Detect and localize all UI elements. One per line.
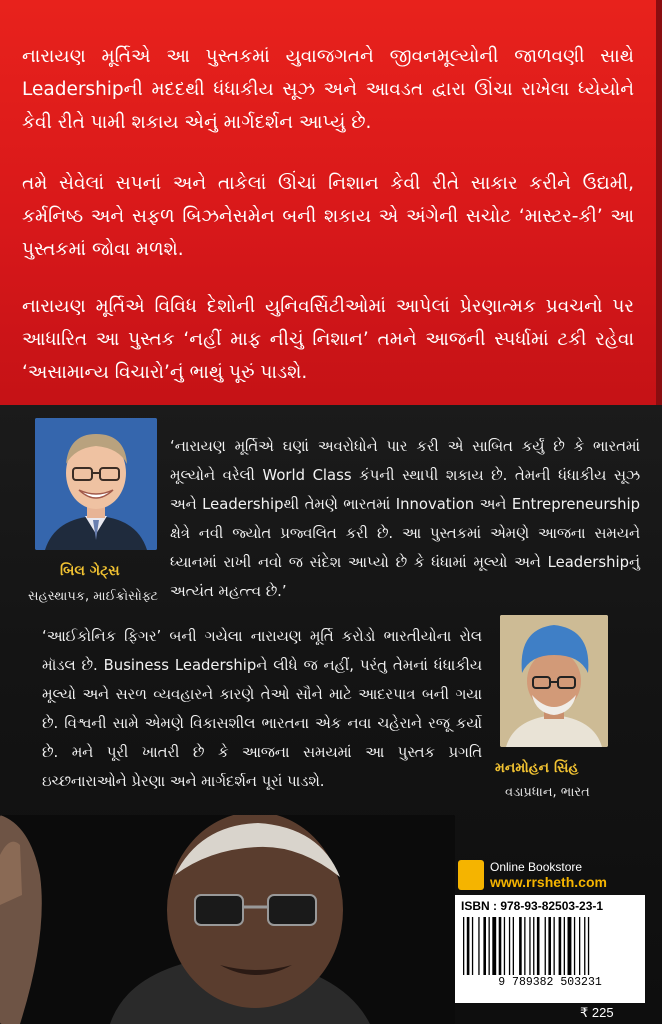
barcode-bar <box>554 917 555 975</box>
manmohan-singh-photo <box>500 615 608 747</box>
price-label: ₹ 225 <box>580 1005 614 1020</box>
barcode-bar <box>524 917 525 975</box>
testimonial-2-role: વડાપ્રધાન, ભારત <box>505 785 590 800</box>
barcode-panel <box>455 895 645 1003</box>
bookstore-logo-icon <box>458 860 484 890</box>
testimonial-2-name: મનમોહન સિંહ <box>495 760 579 776</box>
barcode-number: 9 789382 503231 <box>498 976 602 989</box>
barcode-bar <box>579 917 580 975</box>
portrait-illustration <box>35 418 157 550</box>
barcode-bar <box>489 917 490 975</box>
bill-gates-photo <box>35 418 157 550</box>
blurb-paragraph-2: તમે સેવેલાં સપનાં અને તાકેલાં ઊંચાં નિશાન કેવી રીતે સાકાર કરીને ઉદ્યમી, કર્મનિષ્ઠ અને સફળ બિઝનેસમેન બની શકાય એ અંગેની સચોટ ‘માસ્ટર-કી’ આ પુસ્તકમાં જોવા મળશે. <box>22 173 634 260</box>
barcode-bar <box>537 917 540 975</box>
bookstore-name: Online Bookstore <box>490 860 583 874</box>
isbn-label: ISBN : 978-93-82503-23-1 <box>461 899 604 913</box>
bookstore-url[interactable]: www.rrsheth.com <box>490 874 607 890</box>
blurb-paragraph-3: નારાયણ મૂર્તિએ વિવિધ દેશોની યુનિવર્સિટીઓમાં આપેલાં પ્રેરણાત્મક પ્રવચનો પર આધારિત આ પુસ્તક ‘નહીં માફ નીચું નિશાન’ તમને આજની સ્પર્ધામાં ટકી રહેવા ‘અસામાન્ય વિચારો’નું ભાથું પૂરું પાડશે. <box>22 296 634 383</box>
barcode-bar <box>588 917 589 975</box>
barcode-icon <box>461 917 639 975</box>
portrait-illustration <box>0 815 455 1024</box>
barcode-bar <box>478 917 479 975</box>
barcode-bar <box>513 917 514 975</box>
barcode-bar <box>499 917 502 975</box>
red-blurb-section <box>0 0 662 405</box>
barcode-bar <box>548 917 551 975</box>
testimonial-1-name: બિલ ગેટ્સ <box>60 563 120 579</box>
portrait-illustration <box>500 615 608 747</box>
barcode-bar <box>519 917 522 975</box>
blurb-paragraph-1: નારાયણ મૂર્તિએ આ પુસ્તકમાં યુવાજગતને જીવનમૂલ્યોની જાળવણી સાથે Leadershipની મદદથી ધંધાકીય સૂઝ અને આવડત દ્વારા ઊંચા રાખેલા ધ્યેયોને કેવી રીતે પામી શકાય એનું માર્ગદર્શન આપ્યું છે. <box>22 46 634 133</box>
testimonial-1-quote: ‘નારાયણ મૂર્તિએ ઘણાં અવરોધોને પાર કરી એ સાબિત કર્યું છે કે ભારતમાં મૂલ્યોને વરેલી World Class કંપની સ્થાપી શકાય છે. તેમની ધંધાકીય સૂઝ અને Leadershipથી તેમણે ભારતમાં Innovation અને Entrepreneurship ક્ષેત્રે નવી જ્યોત પ્રજ્વલિત કરી છે. આ પુસ્તકમાં એમણે આજના સમયને ધ્યાનમાં રાખી નવો જ સંદેશ આપ્યો છે કે ધંધામાં મૂલ્યો અને Leadershipનું અત્યંત મહત્ત્વ છે.’ <box>170 438 640 600</box>
testimonial-1-role: સહસ્થાપક, માઈક્રોસોફ્ટ <box>28 589 159 604</box>
barcode-bar <box>533 917 534 975</box>
narayana-murthy-photo <box>0 815 455 1024</box>
barcode-bar <box>559 917 562 975</box>
barcode-bar <box>584 917 585 975</box>
barcode-bar <box>564 917 565 975</box>
barcode-bar <box>483 917 486 975</box>
barcode-bar <box>529 917 530 975</box>
barcode-bar <box>492 917 496 975</box>
barcode-bar <box>509 917 510 975</box>
barcode-bar <box>504 917 505 975</box>
barcode-bar <box>545 917 546 975</box>
barcode-bar <box>472 917 473 975</box>
barcode-bar <box>467 917 470 975</box>
barcode-bar <box>574 917 575 975</box>
barcode-bar <box>463 917 464 975</box>
barcode-bar <box>568 917 572 975</box>
testimonial-2-quote: ‘આઈકોનિક ફિગર’ બની ગયેલા નારાયણ મૂર્તિ કરોડો ભારતીયોના રોલ મૉડલ છે. Business Leadershipને લીધે જ નહીં, પરંતુ તેમનાં ધંધાકીય મૂલ્યો અને સરળ વ્યવહારને કારણે તેઓ સૌને માટે આદરપાત્ર બની ગયા છે. વિશ્વની સામે એમણે વિકાસશીલ ભારતના એક નવા ચહેરાને રજૂ કર્યો છે. મને પૂરી ખાતરી છે કે આજના સમયમાં આ પુસ્તક પ્રગતિ ઇચ્છનારાઓને પ્રેરણા અને માર્ગદર્શન પૂરાં પાડશે. <box>42 628 482 790</box>
